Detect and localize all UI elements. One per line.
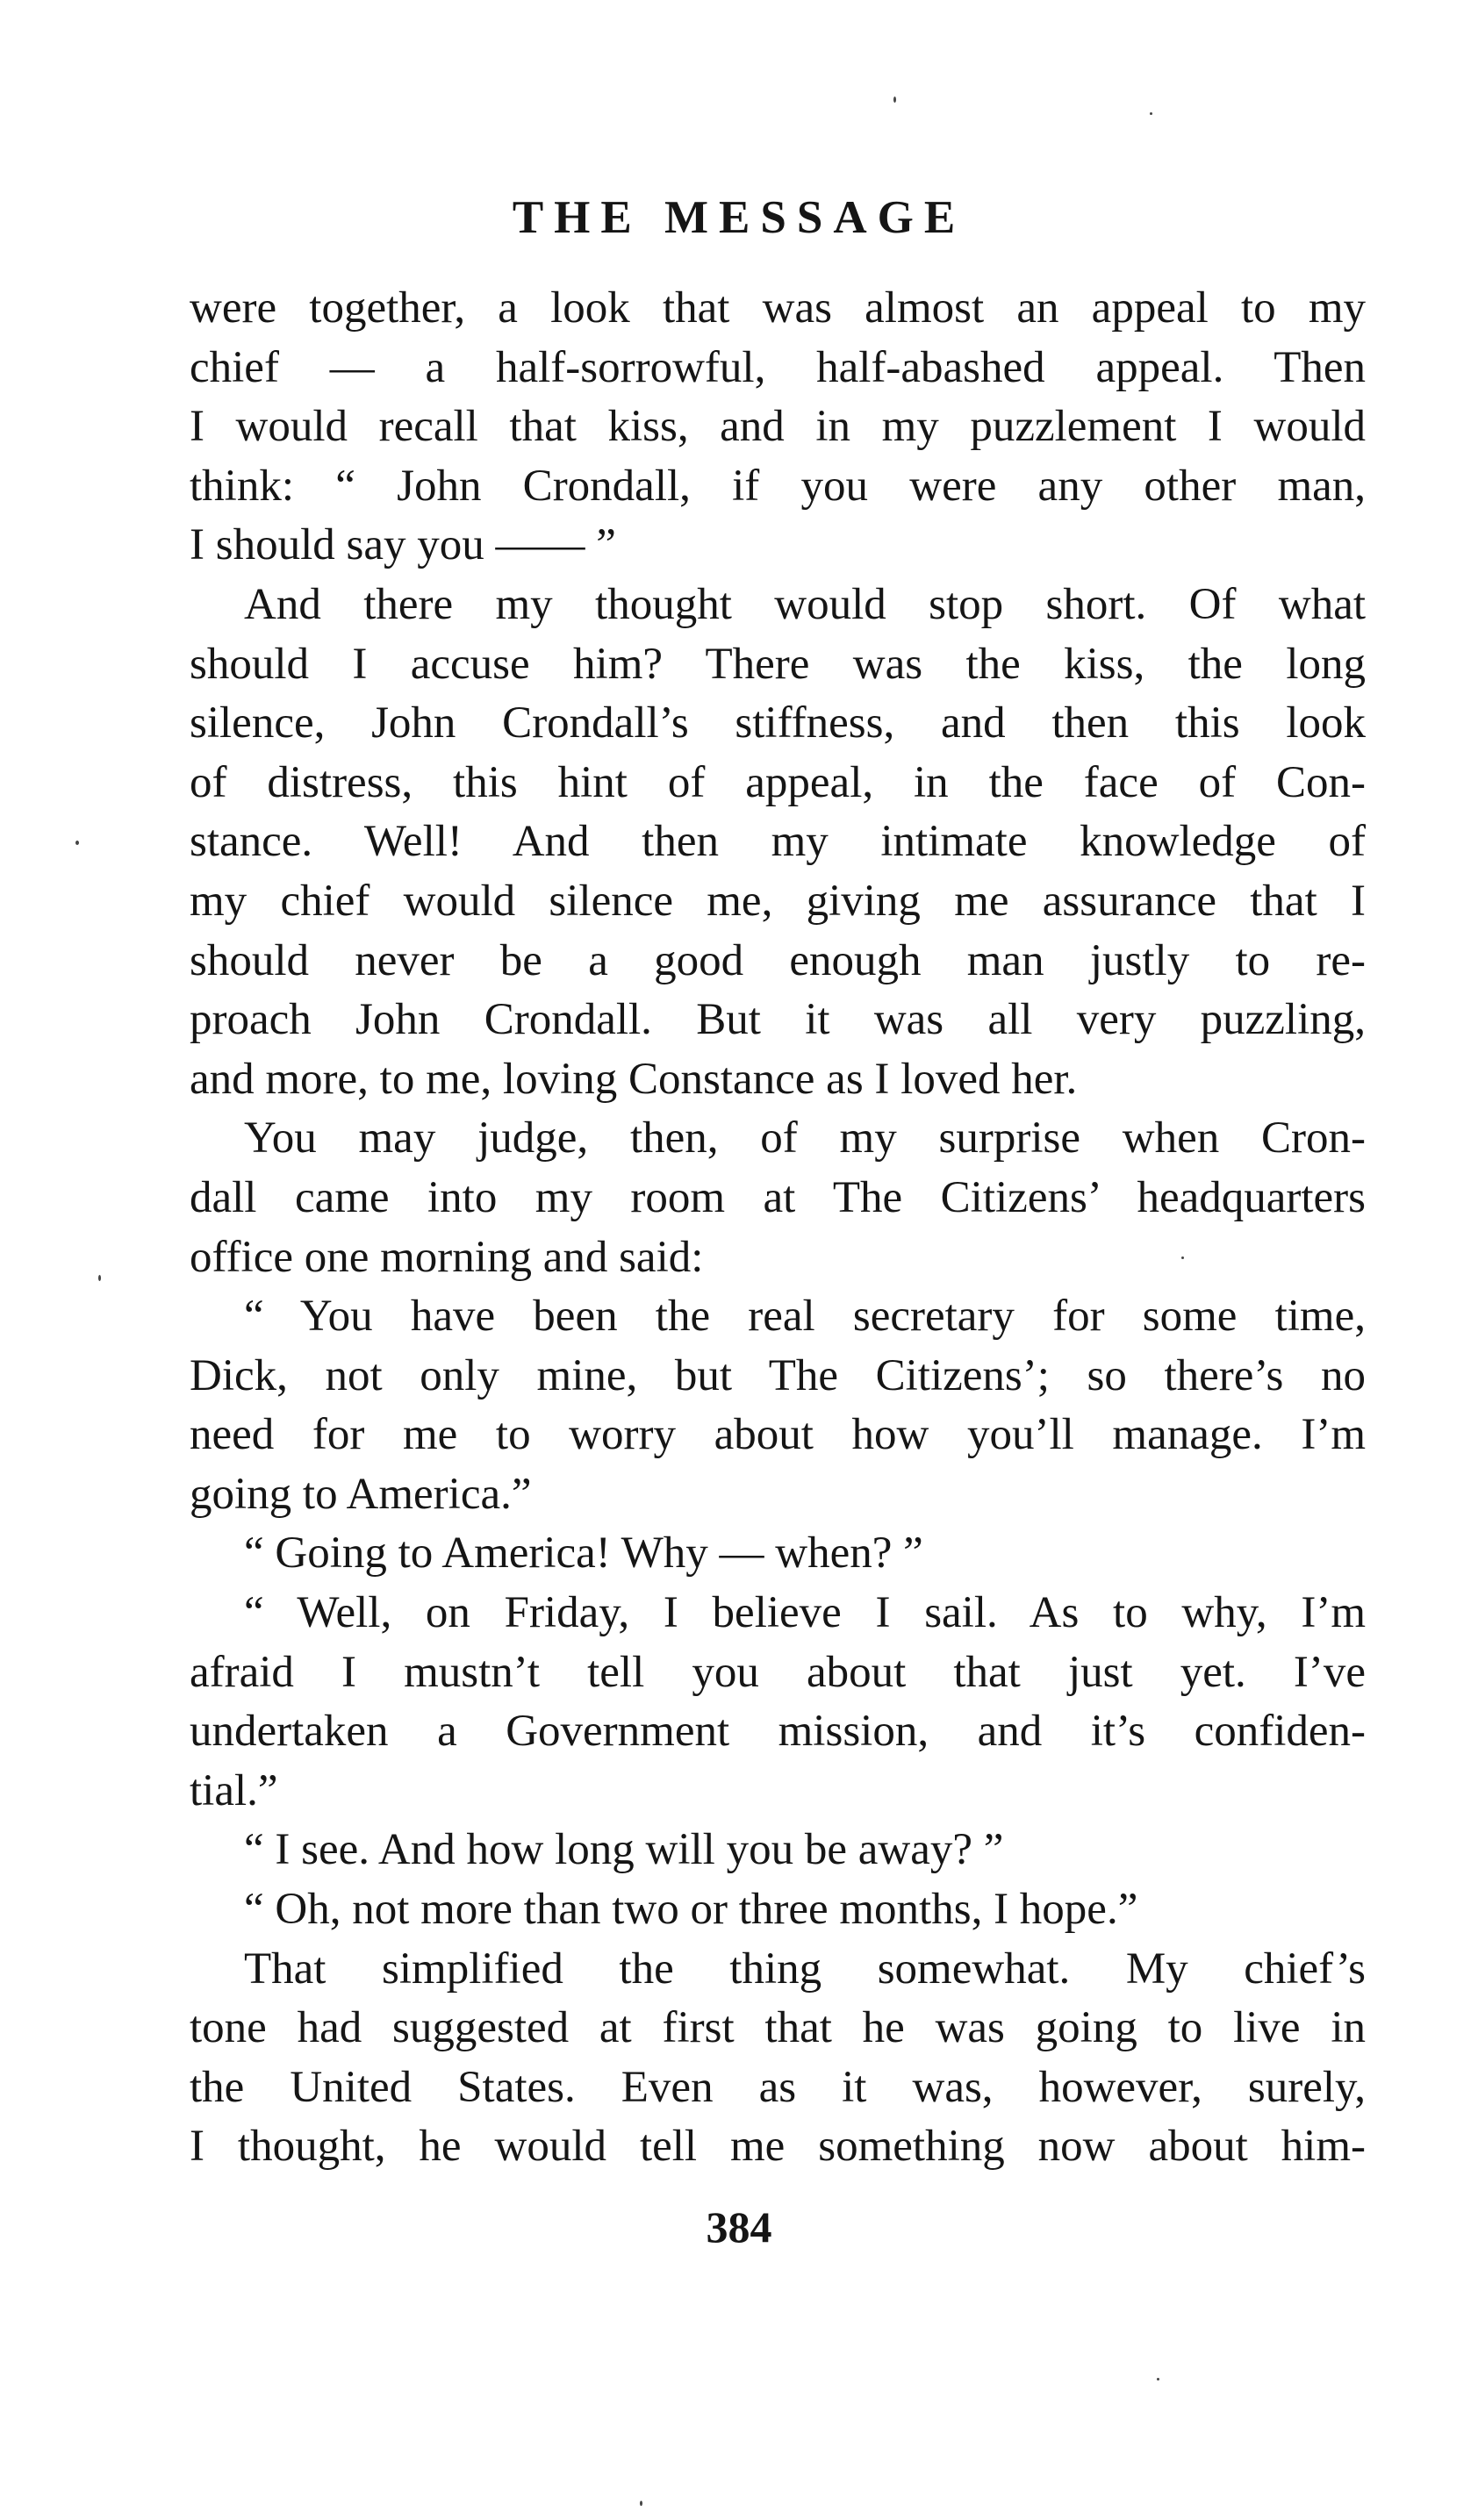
text-line: tone had suggested at first that he was going to live in: [190, 2003, 1366, 2053]
speck: [75, 841, 79, 845]
text-line: Dick, not only mine, but The Citizens’; so there’s no: [190, 1350, 1366, 1400]
text-line: “ Oh, not more than two or three months, I hope.”: [244, 1885, 1138, 1935]
text-line: my chief would silence me, giving me assurance that I: [190, 876, 1366, 926]
text-line: You may judge, then, of my surprise when Cron-: [244, 1113, 1366, 1163]
text-line: need for me to worry about how you’ll manage. I’m: [190, 1410, 1366, 1460]
speck: [1150, 112, 1152, 115]
text-line: I should say you —— ”: [190, 520, 616, 570]
page-number: 384: [706, 2202, 772, 2252]
text-line: tial.”: [190, 1765, 278, 1815]
text-line: and more, to me, loving Constance as I loved her.: [190, 1054, 1078, 1104]
text-line: “ You have been the real secretary for some time,: [244, 1292, 1366, 1342]
text-line: I would recall that kiss, and in my puzzlement I would: [190, 402, 1366, 452]
text-line: stance. Well! And then my intimate knowledge of: [190, 817, 1366, 867]
text-line: “ Well, on Friday, I believe I sail. As to why, I’m: [244, 1588, 1366, 1638]
text-line: office one morning and said:: [190, 1232, 704, 1282]
text-line: “ Going to America! Why — when? ”: [244, 1528, 923, 1579]
text-line: And there my thought would stop short. Of what: [244, 579, 1366, 629]
speck: [1157, 2378, 1159, 2380]
text-line: were together, a look that was almost an appeal to my: [190, 283, 1366, 333]
speck: [98, 1275, 101, 1281]
text-line: afraid I mustn’t tell you about that just yet. I’ve: [190, 1647, 1366, 1697]
text-line: proach John Crondall. But it was all very puzzling,: [190, 995, 1366, 1045]
text-line: think: “ John Crondall, if you were any other man,: [190, 461, 1366, 511]
speck: [1181, 1256, 1184, 1259]
text-line: I thought, he would tell me something now about him-: [190, 2122, 1366, 2172]
speck: [893, 97, 896, 103]
speck: [640, 2501, 642, 2506]
running-head: THE MESSAGE: [512, 192, 966, 243]
text-line: That simplified the thing somewhat. My chief’s: [244, 1944, 1366, 1994]
text-line: undertaken a Government mission, and it’s confiden-: [190, 1707, 1366, 1757]
text-line: should never be a good enough man justly to re-: [190, 935, 1366, 985]
text-line: chief — a half-sorrowful, half-abashed appeal. Then: [190, 342, 1366, 392]
text-line: should I accuse him? There was the kiss, the long: [190, 639, 1366, 689]
text-line: going to America.”: [190, 1469, 532, 1519]
text-line: silence, John Crondall’s stiffness, and then this look: [190, 698, 1366, 748]
body-text: [190, 279, 1366, 2177]
text-line: of distress, this hint of appeal, in the face of Con-: [190, 757, 1366, 807]
text-line: “ I see. And how long will you be away? ”: [244, 1825, 1004, 1875]
text-line: the United States. Even as it was, however, surely,: [190, 2062, 1366, 2112]
text-line: dall came into my room at The Citizens’ headquarters: [190, 1172, 1366, 1222]
